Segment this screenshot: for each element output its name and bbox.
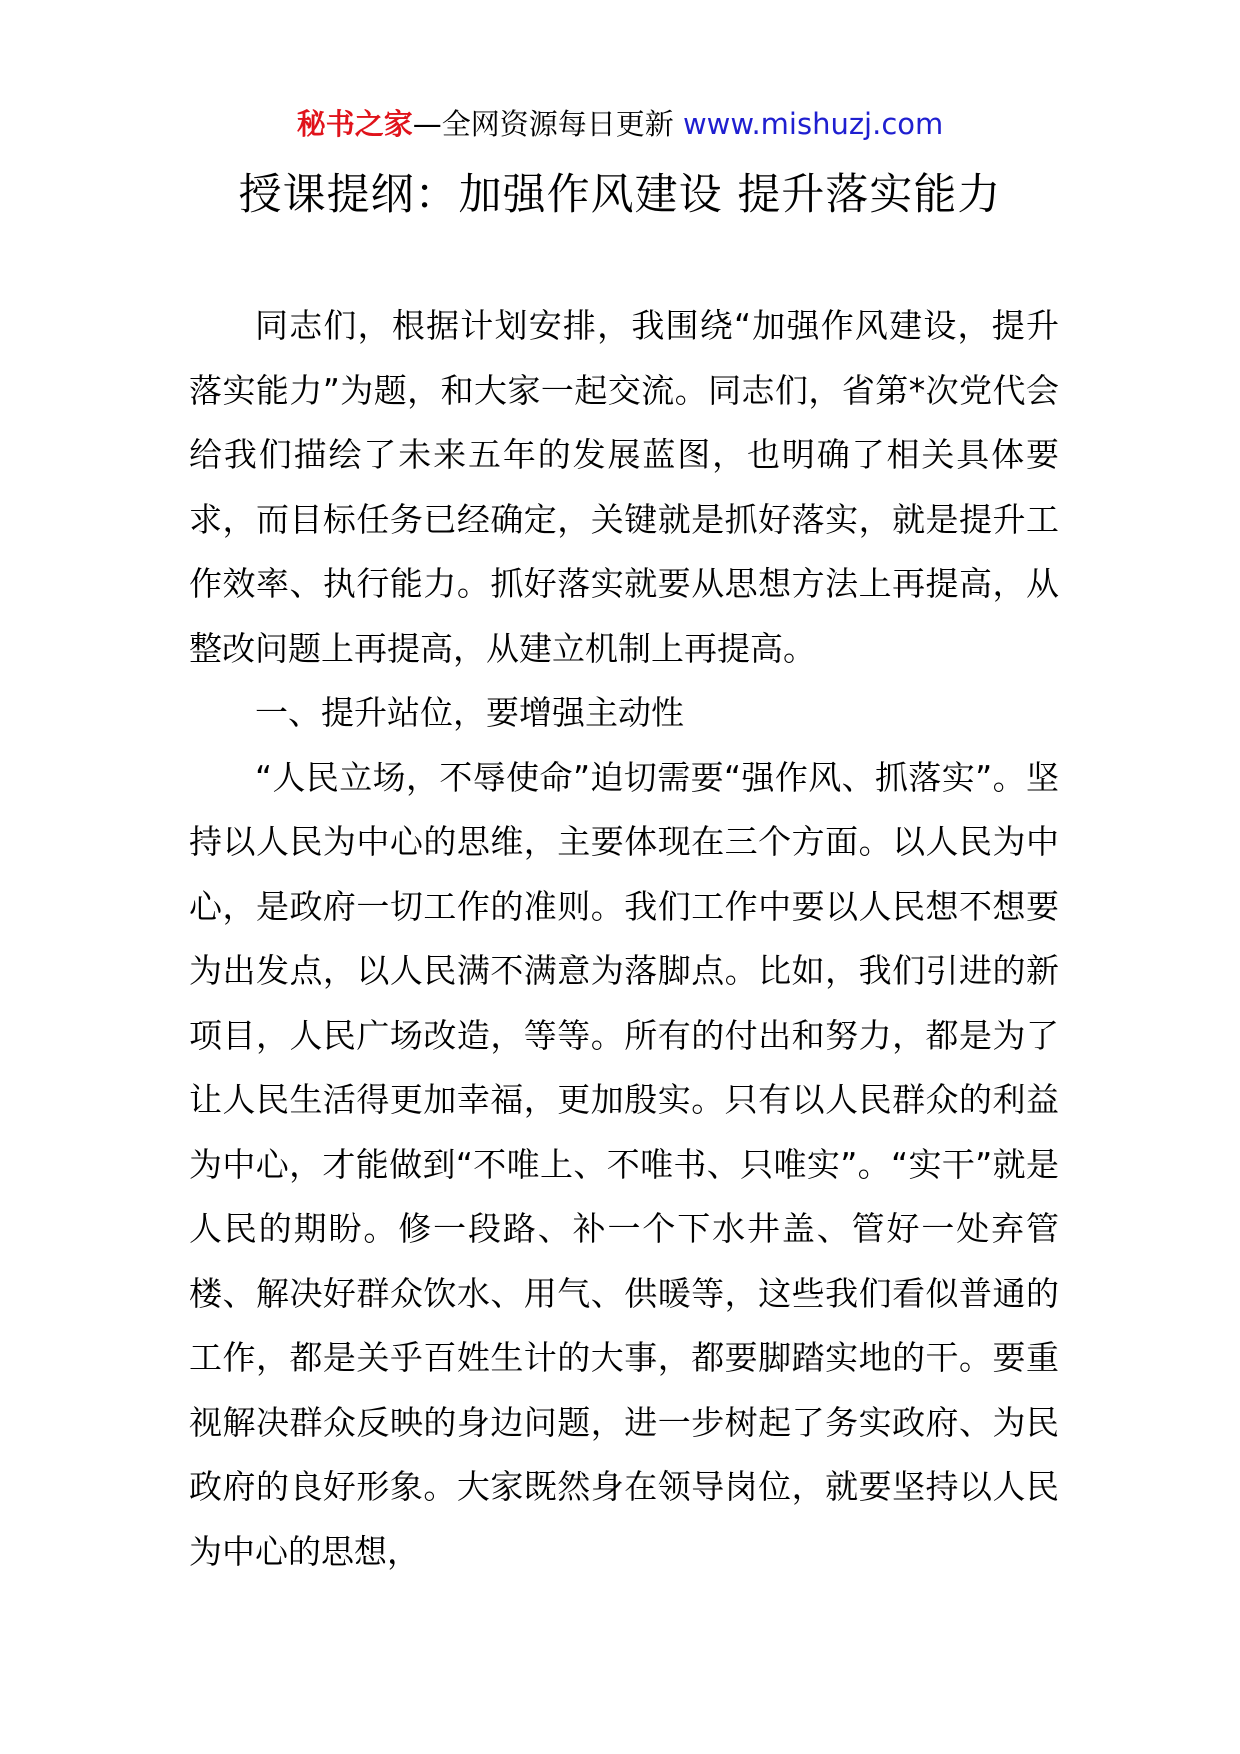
paragraph-intro: 同志们，根据计划安排，我围绕“加强作风建设，提升落实能力”为题，和大家一起交流。同志们，省第*次党代会给我们描绘了未来五年的发展蓝图，也明确了相关具体要求，而目标任务已经确定，关键就是抓好落实，就是提升工作效率、执行能力。抓好落实就要从思想方法上再提高，从整改问题上再提高，从建立机制上再提高。 bbox=[189, 306, 1059, 668]
site-brand-name: 秘书之家 bbox=[296, 107, 413, 141]
section-heading-1: 一、提升站位，要增强主动性 bbox=[255, 693, 684, 732]
paragraph-section-1: “人民立场，不辱使命”迫切需要“强作风、抓落实”。坚持以人民为中心的思维，主要体现在三个方面。以人民为中心，是政府一切工作的准则。我们工作中要以人民想不想要为出发点，以人民满不满意为落脚点。比如，我们引进的新项目，人民广场改造，等等。所有的付出和努力，都是为了让人民生活得更加幸福，更加殷实。只有以人民群众的利益为中心，才能做到“不唯上、不唯书、只唯实”。“实干”就是人民的期盼。修一段路、补一个下水井盖、管好一处弃管楼、解决好群众饮水、用气、供暖等，这些我们看似普通的工作，都是关乎百姓生计的大事，都要脚踏实地的干。要重视解决群众反映的身边问题，进一步树起了务实政府、为民政府的良好形象。大家既然身在领导岗位，就要坚持以人民为中心的思想， bbox=[189, 757, 1059, 1571]
site-banner bbox=[0, 104, 1240, 144]
banner-dash: — bbox=[412, 107, 442, 141]
banner-tagline: 全网资源每日更新 bbox=[441, 107, 674, 141]
site-url-link[interactable]: www.mishuzj.com bbox=[682, 107, 944, 141]
document-title: 授课提纲：加强作风建设 提升落实能力 bbox=[238, 170, 1002, 220]
document-body bbox=[189, 294, 1059, 1584]
